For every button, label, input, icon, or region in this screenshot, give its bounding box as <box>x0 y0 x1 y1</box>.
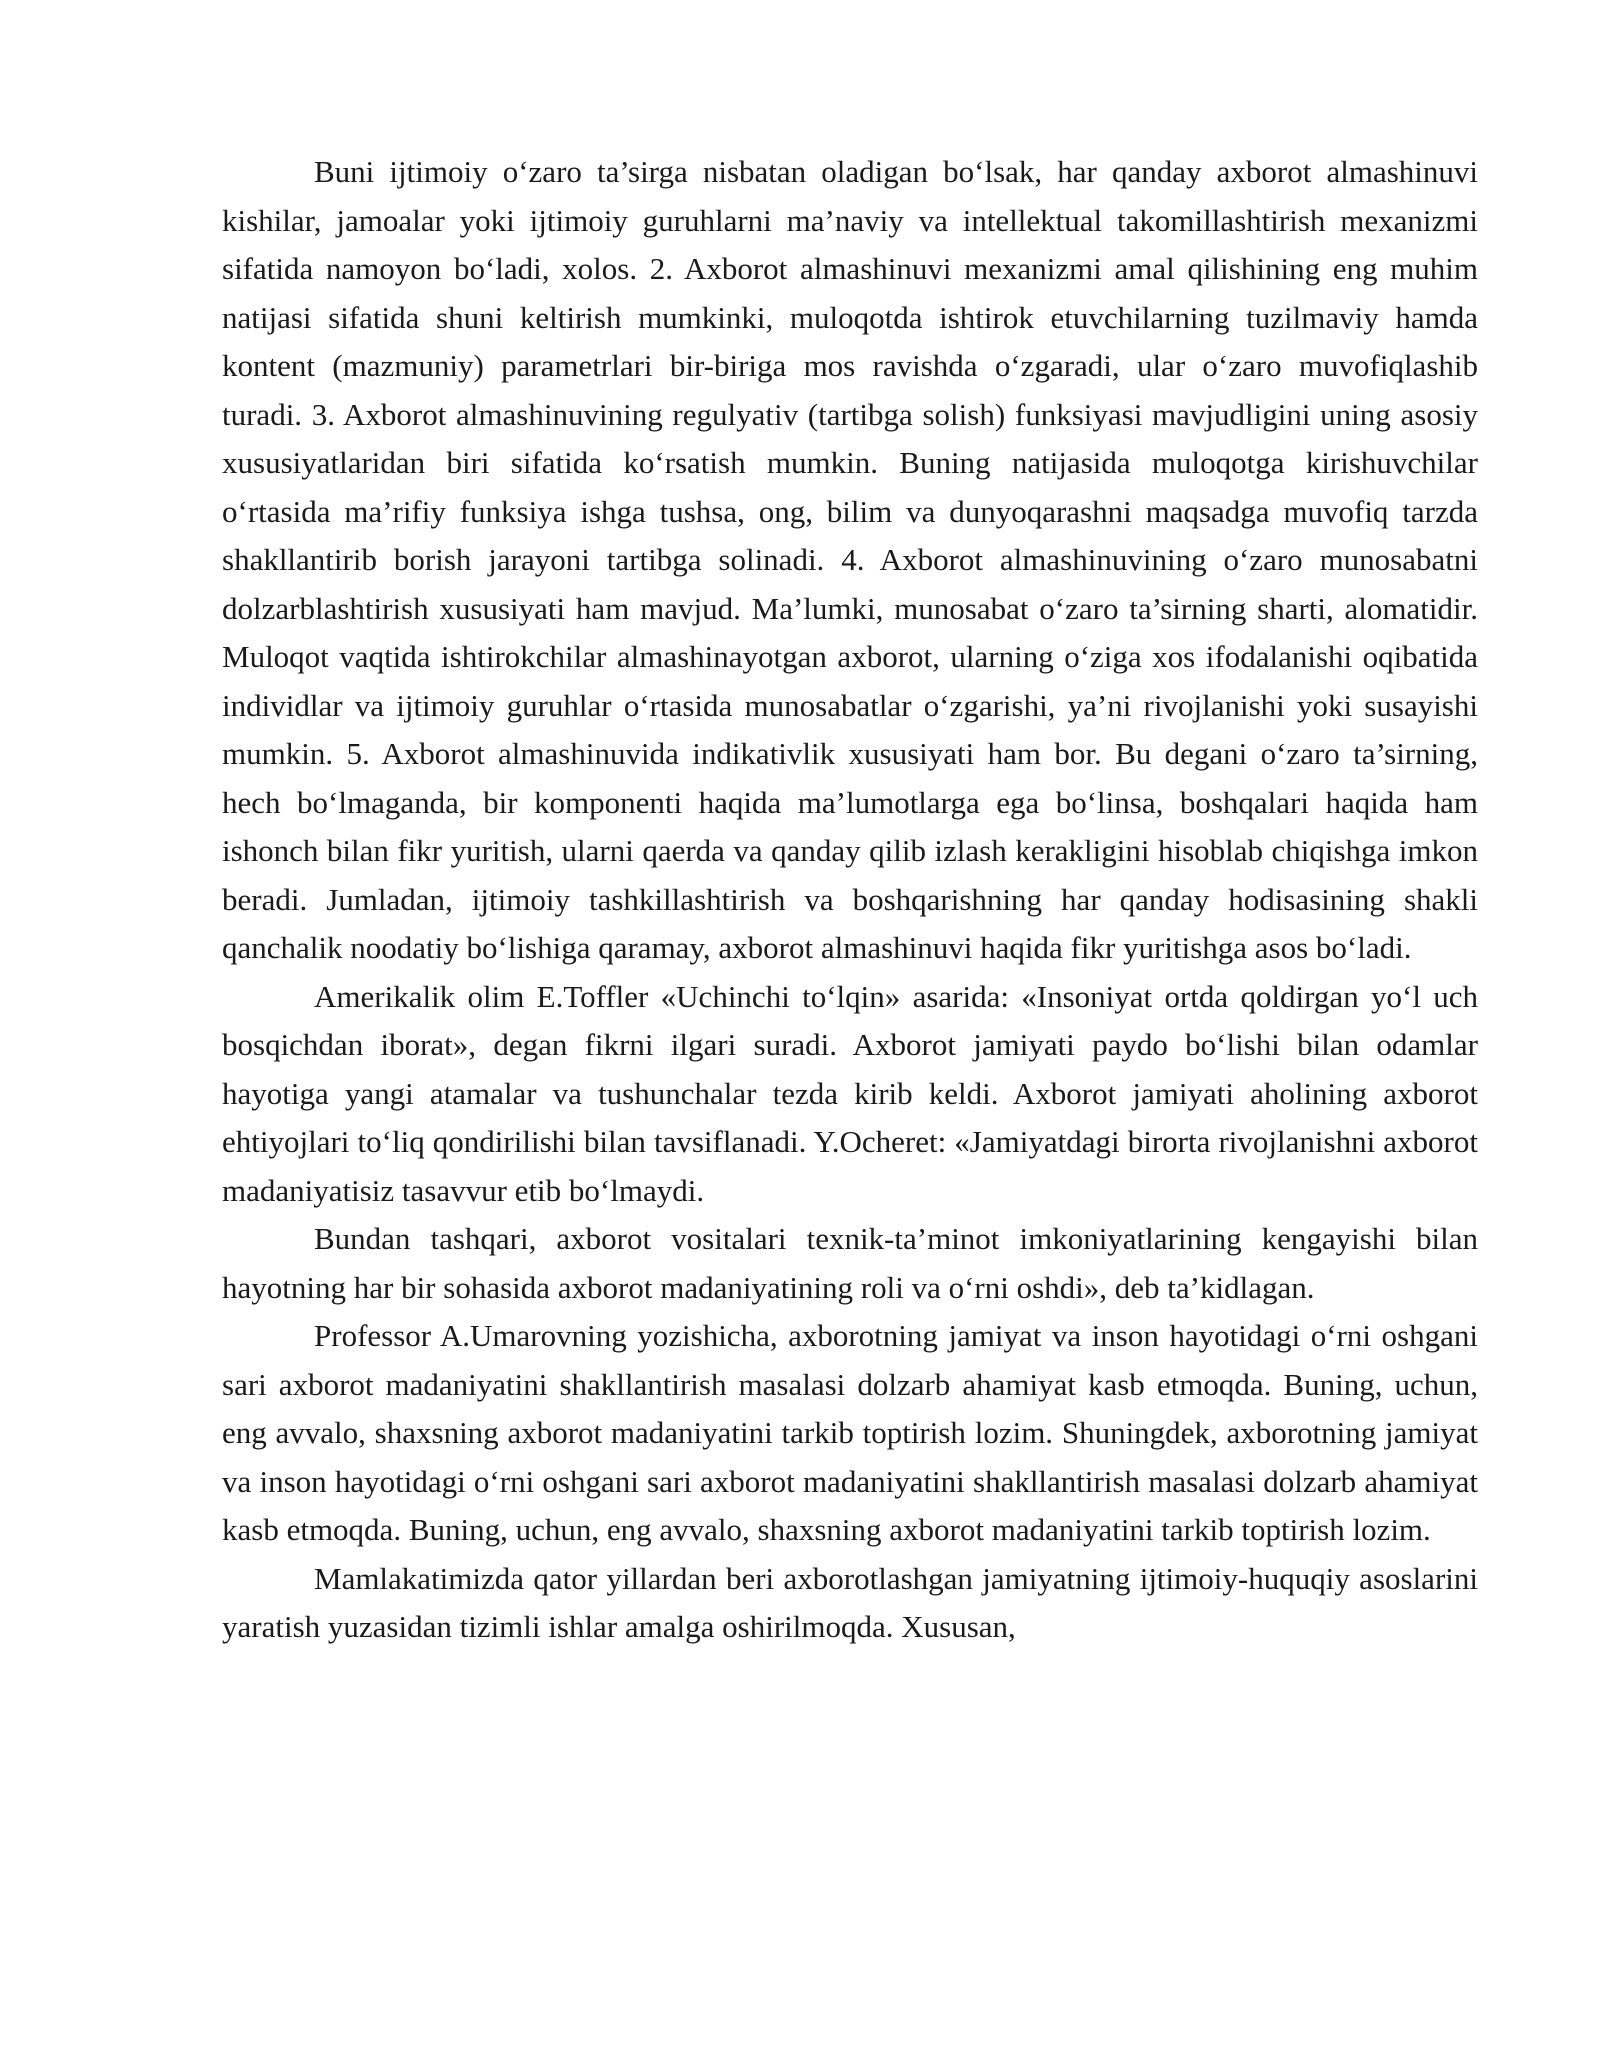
paragraph-umarov: Professor A.Umarovning yozishicha, axborotning jamiyat va inson hayotidagi o‘rni oshgani sari axborot madaniyatini shakllantirish masalasi dolzarb ahamiyat kasb etmoqda. Buning, uchun, eng avvalo, shaxsning axborot madaniyatini tarkib toptirish lozim. Shuningdek, axborotning jamiyat va inson hayotidagi o‘rni oshgani sari axborot madaniyatini shakllantirish masalasi dolzarb ahamiyat kasb etmoqda. Buning, uchun, eng avvalo, shaxsning axborot madaniyatini tarkib toptirish lozim. <box>222 1318 1478 1547</box>
paragraph-legal-foundations: Mamlakatimizda qator yillardan beri axborotlashgan jamiyatning ijtimoiy-huquqiy asoslarini yaratish yuzasidan tizimli ishlar amalga oshirilmoqda. Xususan, <box>222 1560 1478 1644</box>
paragraph-information-exchange: Buni ijtimoiy o‘zaro ta’sirga nisbatan oladigan bo‘lsak, har qanday axborot almashinuvi kishilar, jamoalar yoki ijtimoiy guruhlarni ma’naviy va intellektual takomillashtirish mexanizmi sifatida namoyon bo‘ladi, xolos. 2. Axborot almashinuvi mexanizmi amal qilishining eng muhim natijasi sifatida shuni keltirish mumkinki, muloqotda ishtirok etuvchilarning tuzilmaviy hamda kontent (mazmuniy) parametrlari bir-biriga mos ravishda o‘zgaradi, ular o‘zaro muvofiqlashib turadi. 3. Axborot almashinuvining regulyativ (tartibga solish) funksiyasi mavjudligini uning asosiy xususiyatlaridan biri sifatida ko‘rsatish mumkin. Buning natijasida muloqotga kirishuvchilar o‘rtasida ma’rifiy funksiya ishga tushsa, ong, bilim va dunyoqarashni maqsadga muvofiq tarzda shakllantirib borish jarayoni tartibga solinadi. 4. Axborot almashinuvining o‘zaro munosabatni dolzarblashtirish xususiyati ham mavjud. Ma’lumki, munosabat o‘zaro ta’sirning sharti, alomatidir. Muloqot vaqtida ishtirokchilar almashinayotgan axborot, ularning o‘ziga xos ifodalanishi oqibatida individlar va ijtimoiy guruhlar o‘rtasida munosabatlar o‘zgarishi, ya’ni rivojlanishi yoki susayishi mumkin. 5. Axborot almashinuvida indikativlik xususiyati ham bor. Bu degani o‘zaro ta’sirning, hech bo‘lmaganda, bir komponenti haqida ma’lumotlarga ega bo‘linsa, boshqalari haqida ham ishonch bilan fikr yuritish, ularni qaerda va qanday qilib izlash kerakligini hisoblab chiqishga imkon beradi. Jumladan, ijtimoiy tashkillashtirish va boshqarishning har qanday hodisasining shakli qanchalik noodatiy bo‘lishiga qaramay, axborot almashinuvi haqida fikr yuritishga asos bo‘ladi. <box>222 154 1478 965</box>
document-page <box>222 148 1478 1652</box>
paragraph-information-tools: Bundan tashqari, axborot vositalari texnik-ta’minot imkoniyatlarining kengayishi bilan hayotning har bir sohasida axborot madaniyatining roli va o‘rni oshdi», deb ta’kidlagan. <box>222 1221 1478 1305</box>
paragraph-toffler: Amerikalik olim E.Toffler «Uchinchi to‘lqin» asarida: «Insoniyat ortda qoldirgan yo‘l uch bosqichdan iborat», degan fikrni ilgari suradi. Axborot jamiyati paydo bo‘lishi bilan odamlar hayotiga yangi atamalar va tushunchalar tezda kirib keldi. Axborot jamiyati aholining axborot ehtiyojlari to‘liq qondirilishi bilan tavsiflanadi. Y.Ocheret: «Jamiyatdagi birorta rivojlanishni axborot madaniyatisiz tasavvur etib bo‘lmaydi. <box>222 978 1478 1208</box>
